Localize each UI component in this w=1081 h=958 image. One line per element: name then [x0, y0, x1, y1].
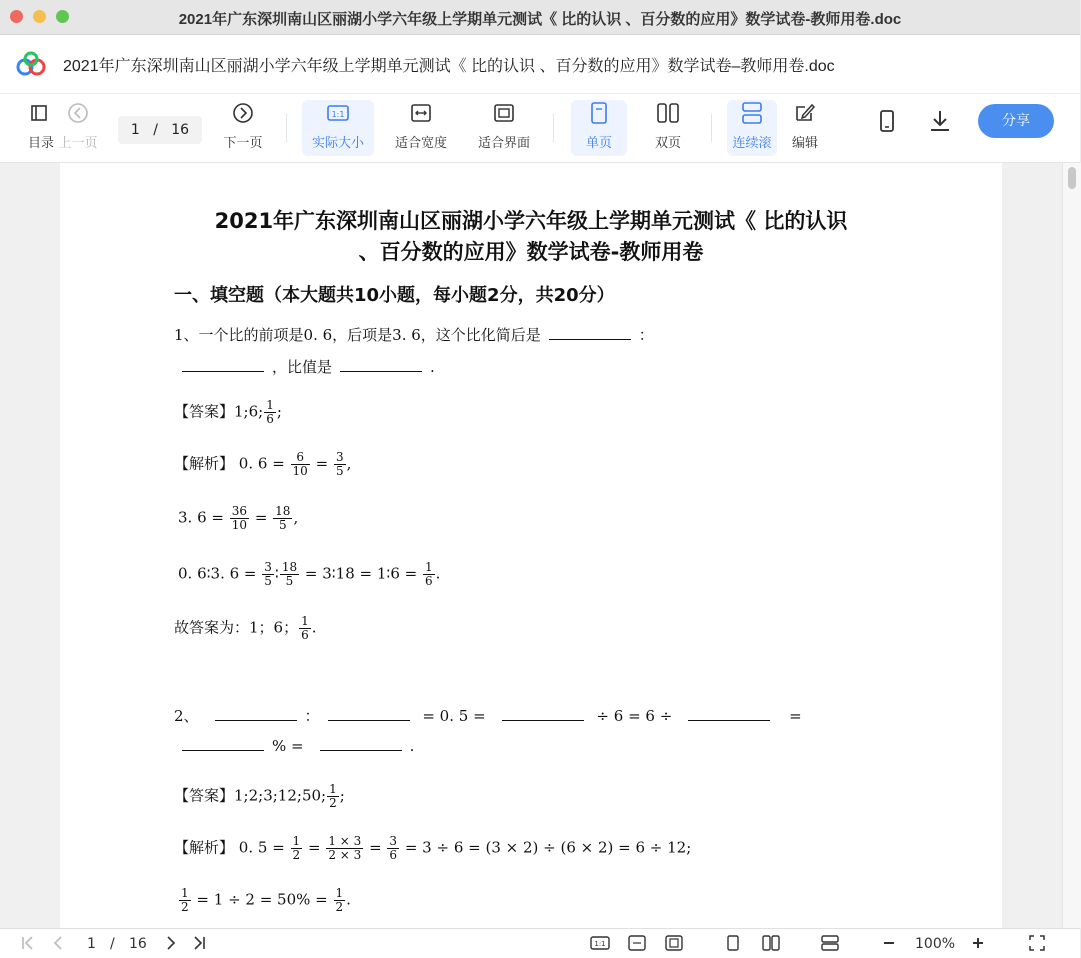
- fraction: $\frac{18}{5}$: [275, 504, 291, 532]
- toolbar-divider: [286, 114, 287, 142]
- fraction: $\frac{1}{2}$: [329, 782, 337, 810]
- fit-page-button[interactable]: [470, 100, 538, 156]
- continuous-scroll-small-icon[interactable]: [821, 935, 839, 951]
- edit-label: 编辑: [791, 136, 818, 151]
- q1-exp3-text: 0. 6∶3. 6 =: [178, 564, 257, 583]
- app-header: [0, 35, 1080, 94]
- equals-sign: =: [789, 707, 802, 725]
- explanation-label: 【解析】: [174, 838, 235, 857]
- fit-page-small-icon[interactable]: [665, 935, 683, 951]
- prev-page-icon[interactable]: [50, 935, 66, 951]
- answer-blank: [340, 370, 422, 372]
- mobile-view-button[interactable]: [874, 108, 900, 164]
- q2-explanation-2: [178, 887, 351, 914]
- q1-ratio-text: ，比值是: [272, 358, 333, 376]
- fraction: $\frac{1}{6}$: [424, 560, 433, 588]
- zoom-in-icon[interactable]: [970, 935, 986, 951]
- period: .: [311, 618, 317, 637]
- answer-blank: [215, 719, 297, 721]
- download-icon: [926, 108, 954, 134]
- answer-label: 【答案】: [174, 786, 235, 805]
- page-number-input[interactable]: [118, 116, 202, 144]
- q1-exp1-text: 0. 6 =: [238, 454, 285, 473]
- next-page-icon[interactable]: [163, 935, 179, 951]
- q2-exp2-text: = 1 ÷ 2 = 50% =: [196, 890, 328, 909]
- zoom-out-icon[interactable]: [881, 935, 897, 951]
- actual-size-label: 实际大小: [311, 136, 364, 151]
- q2-eq05: = 0. 5 =: [422, 707, 486, 725]
- fraction: $\frac{6}{10}$: [292, 450, 308, 478]
- q1-explanation-3: [178, 561, 440, 588]
- actual-size-small-icon[interactable]: [590, 935, 610, 951]
- answer-blank: [320, 749, 402, 751]
- continuous-scroll-button[interactable]: [727, 100, 777, 156]
- q2-colon: ：: [304, 707, 320, 725]
- toolbar-divider: [553, 114, 554, 142]
- q1-conclusion: [174, 615, 317, 642]
- chevron-right-circle-icon: [230, 100, 256, 126]
- actual-size-icon-text: 1:1: [331, 110, 345, 119]
- answer-blank: [182, 370, 264, 372]
- q1-period: .: [430, 358, 435, 376]
- toc-label: 目录: [28, 136, 55, 151]
- vertical-scrollbar[interactable]: [1062, 163, 1081, 928]
- fraction: $\frac{1 \times 3}{2 \times 3}$: [328, 834, 362, 862]
- window-title: 2021年广东深圳南山区丽湖小学六年级上学期单元测试《 比的认识 、百分数的应用》数学试卷-教师用卷.doc: [178, 11, 902, 28]
- document-page: [60, 163, 1002, 928]
- actual-size-icon: [325, 100, 351, 126]
- answer-blank: [549, 338, 631, 340]
- q2-number: 2、: [174, 707, 199, 725]
- equals-sign: =: [315, 454, 329, 473]
- equals-sign: =: [369, 838, 382, 857]
- q1-text: 1、一个比的前项是0. 6，后项是3. 6，这个比化简后是: [174, 326, 541, 344]
- q1-answer-end: ;: [276, 402, 282, 421]
- fraction: $\frac{36}{10}$: [231, 504, 248, 532]
- fit-width-button[interactable]: [388, 100, 454, 156]
- fraction: $\frac{1}{2}$: [292, 834, 301, 862]
- toolbar: [0, 94, 1080, 163]
- period: .: [346, 890, 351, 909]
- equals-sign: =: [307, 838, 321, 857]
- question-1-line1: [174, 324, 654, 345]
- fit-width-small-icon[interactable]: [628, 935, 646, 951]
- status-current-page[interactable]: 1: [87, 936, 96, 952]
- q1-explanation-2: [178, 505, 298, 532]
- single-page-icon: [586, 100, 612, 126]
- fullscreen-icon[interactable]: [1029, 935, 1045, 951]
- toolbar-divider: [711, 114, 712, 142]
- answer-blank: [328, 719, 410, 721]
- q1-exp3b-text: = 3∶18 = 1∶6 =: [304, 564, 418, 583]
- q2-percent: % =: [272, 737, 304, 755]
- period: .: [409, 737, 415, 755]
- fraction: $\frac{1}{2}$: [181, 886, 189, 914]
- actual-size-button[interactable]: [302, 100, 374, 156]
- q1-exp2-text: 3. 6 =: [178, 508, 224, 527]
- q1-explanation-1: [174, 451, 351, 478]
- zoom-level: 100%: [915, 936, 956, 952]
- edit-button[interactable]: [780, 100, 830, 156]
- actual-size-small-text: 1:1: [594, 940, 606, 948]
- next-page-label: 下一页: [223, 136, 263, 151]
- fraction: $\frac{1}{6}$: [266, 398, 274, 426]
- page-separator: /: [153, 122, 158, 138]
- q2-answer: [174, 783, 345, 810]
- fraction: $\frac{3}{5}$: [335, 450, 344, 478]
- document-title: 2021年广东深圳南山区丽湖小学六年级上学期单元测试《 比的认识 、百分数的应用》数学试卷–教师用卷.doc: [63, 58, 835, 75]
- answer-blank: [502, 719, 584, 721]
- q2-answer-value: 1;2;3;12;50;: [234, 786, 327, 805]
- q1-answer: [174, 399, 282, 426]
- fit-page-label: 适合界面: [477, 136, 530, 151]
- double-page-button[interactable]: [640, 100, 696, 156]
- continuous-scroll-icon: [739, 100, 765, 126]
- single-page-small-icon[interactable]: [725, 935, 741, 951]
- double-page-icon: [655, 100, 681, 126]
- q1-conclusion-text: 故答案为：1；6；: [174, 618, 299, 637]
- comma: ,: [346, 454, 352, 473]
- fraction: $\frac{18}{5}$: [281, 560, 298, 588]
- share-button[interactable]: 分享: [978, 104, 1054, 138]
- ratio-colon: ∶: [274, 564, 279, 583]
- scrollbar-thumb[interactable]: [1068, 167, 1076, 189]
- q2-explanation-1: [174, 835, 691, 862]
- status-total-pages: 16: [129, 936, 147, 952]
- toc-button[interactable]: [24, 100, 54, 156]
- q1-answer-value: 1;6;: [234, 402, 264, 421]
- prev-page-label: 上一页: [58, 136, 98, 151]
- q2-div6: ÷ 6 = 6 ÷: [596, 707, 673, 725]
- title-bar: [0, 0, 1080, 35]
- toc-icon: [28, 100, 50, 126]
- answer-label: 【答案】: [174, 402, 235, 421]
- last-page-icon[interactable]: [191, 935, 207, 951]
- exam-title-line1: 2021年广东深圳南山区丽湖小学六年级上学期单元测试《 比的认识: [214, 209, 848, 233]
- current-page-value: 1: [130, 122, 140, 138]
- fraction: $\frac{1}{6}$: [301, 614, 309, 642]
- answer-blank: [688, 719, 770, 721]
- fraction: $\frac{1}{2}$: [335, 886, 344, 914]
- edit-icon: [792, 100, 818, 126]
- first-page-icon[interactable]: [20, 935, 36, 951]
- fit-width-icon: [408, 100, 434, 126]
- equals-sign: =: [254, 508, 268, 527]
- document-viewer[interactable]: [0, 163, 1080, 928]
- comma: ,: [293, 508, 299, 527]
- period: .: [435, 564, 441, 583]
- question-2-line1: [174, 705, 802, 726]
- total-pages-value: 16: [171, 122, 190, 138]
- section-fill-blank-heading: 一、填空题（本大题共10小题，每小题2分，共20分）: [174, 285, 615, 306]
- chevron-left-circle-icon: [65, 100, 91, 126]
- fit-width-label: 适合宽度: [394, 136, 447, 151]
- q2-exp1-text: 0. 5 =: [238, 838, 285, 857]
- question-1-line2: [174, 356, 435, 377]
- status-page-separator: /: [110, 936, 115, 952]
- continuous-scroll-label: 连续滚: [732, 136, 772, 151]
- question-2-line2: [174, 737, 414, 755]
- phone-icon: [874, 108, 900, 134]
- double-page-label: 双页: [654, 136, 681, 151]
- q2-exp1b-text: = 3 ÷ 6 = (3 × 2) ÷ (6 × 2) = 6 ÷ 12;: [404, 838, 692, 857]
- single-page-label: 单页: [585, 136, 612, 151]
- exam-title-line2: 、百分数的应用》数学试卷-教师用卷: [358, 240, 704, 264]
- download-button[interactable]: [926, 108, 954, 164]
- single-page-button[interactable]: [571, 100, 627, 156]
- prev-page-button[interactable]: [55, 100, 101, 156]
- status-bar: [0, 928, 1080, 958]
- fraction: $\frac{3}{5}$: [264, 560, 272, 588]
- double-page-small-icon[interactable]: [761, 935, 781, 951]
- fraction: $\frac{3}{6}$: [389, 834, 398, 862]
- baidu-netdisk-logo-icon: [16, 51, 46, 77]
- next-page-button[interactable]: [220, 100, 266, 156]
- fit-page-icon: [491, 100, 517, 126]
- q1-colon: ：: [638, 326, 654, 344]
- explanation-label: 【解析】: [174, 454, 235, 473]
- q2-answer-end: ;: [339, 786, 345, 805]
- answer-blank: [182, 749, 264, 751]
